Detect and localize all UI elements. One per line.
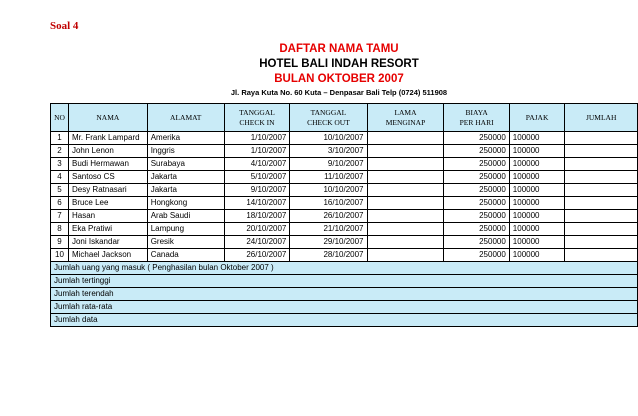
cell-no: 7 xyxy=(51,210,69,223)
cell-pajak: 100000 xyxy=(509,184,565,197)
cell-alamat: Inggris xyxy=(147,145,224,158)
summary-row xyxy=(51,314,638,327)
cell-nama: Bruce Lee xyxy=(68,197,147,210)
cell-no: 5 xyxy=(51,184,69,197)
cell-lama xyxy=(367,197,444,210)
cell-nama: John Lenon xyxy=(68,145,147,158)
cell-biaya: 250000 xyxy=(444,197,509,210)
cell-pajak: 100000 xyxy=(509,236,565,249)
cell-jumlah xyxy=(565,171,638,184)
header-biaya: BIAYA PER HARI xyxy=(444,104,509,132)
hotel-address: Jl. Raya Kuta No. 60 Kuta – Denpasar Bali Telp (0724) 511908 xyxy=(230,88,448,97)
cell-biaya: 250000 xyxy=(444,171,509,184)
document-title: DAFTAR NAMA TAMU xyxy=(279,43,399,55)
table-row xyxy=(51,249,638,262)
cell-jumlah xyxy=(565,236,638,249)
cell-checkin: 26/10/2007 xyxy=(224,249,290,262)
cell-nama: Joni Iskandar xyxy=(68,236,147,249)
header-lama: LAMA MENGINAP xyxy=(367,104,444,132)
cell-pajak: 100000 xyxy=(509,132,565,145)
cell-checkout: 26/10/2007 xyxy=(290,210,367,223)
cell-pajak: 100000 xyxy=(509,210,565,223)
table-row xyxy=(51,171,638,184)
cell-alamat: Arab Saudi xyxy=(147,210,224,223)
cell-jumlah xyxy=(565,184,638,197)
table-row xyxy=(51,223,638,236)
cell-nama: Desy Ratnasari xyxy=(68,184,147,197)
cell-checkout: 10/10/2007 xyxy=(290,184,367,197)
cell-no: 10 xyxy=(51,249,69,262)
table-row xyxy=(51,184,638,197)
header-checkin: TANGGAL CHECK IN xyxy=(224,104,290,132)
cell-alamat: Hongkong xyxy=(147,197,224,210)
cell-biaya: 250000 xyxy=(444,145,509,158)
summary-average: Jumlah rata-rata xyxy=(51,301,638,314)
cell-pajak: 100000 xyxy=(509,171,565,184)
cell-nama: Michael Jackson xyxy=(68,249,147,262)
cell-alamat: Lampung xyxy=(147,223,224,236)
summary-row xyxy=(51,288,638,301)
cell-biaya: 250000 xyxy=(444,223,509,236)
summary-lowest: Jumlah terendah xyxy=(51,288,638,301)
table-row xyxy=(51,132,638,145)
cell-jumlah xyxy=(565,249,638,262)
summary-total-income: Jumlah uang yang masuk ( Penghasilan bulan Oktober 2007 ) xyxy=(51,262,638,275)
cell-pajak: 100000 xyxy=(509,158,565,171)
cell-biaya: 250000 xyxy=(444,249,509,262)
cell-nama: Hasan xyxy=(68,210,147,223)
cell-checkin: 1/10/2007 xyxy=(224,145,290,158)
cell-biaya: 250000 xyxy=(444,184,509,197)
cell-nama: Santoso CS xyxy=(68,171,147,184)
cell-pajak: 100000 xyxy=(509,197,565,210)
header-alamat: ALAMAT xyxy=(147,104,224,132)
cell-checkin: 9/10/2007 xyxy=(224,184,290,197)
cell-jumlah xyxy=(565,158,638,171)
cell-jumlah xyxy=(565,132,638,145)
cell-pajak: 100000 xyxy=(509,145,565,158)
cell-jumlah xyxy=(565,145,638,158)
cell-pajak: 100000 xyxy=(509,249,565,262)
cell-alamat: Amerika xyxy=(147,132,224,145)
cell-checkin: 1/10/2007 xyxy=(224,132,290,145)
cell-lama xyxy=(367,184,444,197)
cell-nama: Eka Pratiwi xyxy=(68,223,147,236)
header-jumlah: JUMLAH xyxy=(565,104,638,132)
cell-no: 2 xyxy=(51,145,69,158)
cell-checkin: 14/10/2007 xyxy=(224,197,290,210)
summary-row xyxy=(51,301,638,314)
cell-no: 8 xyxy=(51,223,69,236)
table-row xyxy=(51,210,638,223)
header-pajak: PAJAK xyxy=(509,104,565,132)
cell-biaya: 250000 xyxy=(444,158,509,171)
table-row xyxy=(51,158,638,171)
cell-pajak: 100000 xyxy=(509,223,565,236)
cell-no: 4 xyxy=(51,171,69,184)
cell-no: 1 xyxy=(51,132,69,145)
report-month: BULAN OKTOBER 2007 xyxy=(274,73,404,85)
cell-checkout: 11/10/2007 xyxy=(290,171,367,184)
table-row xyxy=(51,197,638,210)
cell-checkin: 24/10/2007 xyxy=(224,236,290,249)
cell-jumlah xyxy=(565,197,638,210)
cell-alamat: Jakarta xyxy=(147,184,224,197)
cell-lama xyxy=(367,171,444,184)
table-row xyxy=(51,236,638,249)
cell-alamat: Gresik xyxy=(147,236,224,249)
cell-lama xyxy=(367,145,444,158)
cell-lama xyxy=(367,132,444,145)
guest-table xyxy=(50,103,638,327)
table-header-row xyxy=(51,104,638,132)
cell-biaya: 250000 xyxy=(444,236,509,249)
cell-checkout: 21/10/2007 xyxy=(290,223,367,236)
cell-no: 3 xyxy=(51,158,69,171)
cell-alamat: Surabaya xyxy=(147,158,224,171)
cell-no: 9 xyxy=(51,236,69,249)
cell-checkout: 9/10/2007 xyxy=(290,158,367,171)
cell-checkin: 4/10/2007 xyxy=(224,158,290,171)
cell-alamat: Jakarta xyxy=(147,171,224,184)
summary-highest: Jumlah tertinggi xyxy=(51,275,638,288)
summary-row xyxy=(51,262,638,275)
cell-lama xyxy=(367,158,444,171)
cell-checkout: 3/10/2007 xyxy=(290,145,367,158)
cell-no: 6 xyxy=(51,197,69,210)
cell-biaya: 250000 xyxy=(444,210,509,223)
soal-label: Soal 4 xyxy=(50,20,79,32)
cell-jumlah xyxy=(565,210,638,223)
cell-lama xyxy=(367,249,444,262)
header-nama: NAMA xyxy=(68,104,147,132)
table-row xyxy=(51,145,638,158)
cell-alamat: Canada xyxy=(147,249,224,262)
summary-count: Jumlah data xyxy=(51,314,638,327)
cell-jumlah xyxy=(565,223,638,236)
cell-checkout: 10/10/2007 xyxy=(290,132,367,145)
cell-nama: Mr. Frank Lampard xyxy=(68,132,147,145)
cell-lama xyxy=(367,210,444,223)
cell-checkin: 18/10/2007 xyxy=(224,210,290,223)
cell-lama xyxy=(367,223,444,236)
cell-checkout: 16/10/2007 xyxy=(290,197,367,210)
header-checkout: TANGGAL CHECK OUT xyxy=(290,104,367,132)
cell-nama: Budi Hermawan xyxy=(68,158,147,171)
cell-biaya: 250000 xyxy=(444,132,509,145)
header-no: NO xyxy=(51,104,69,132)
cell-checkin: 5/10/2007 xyxy=(224,171,290,184)
cell-lama xyxy=(367,236,444,249)
cell-checkin: 20/10/2007 xyxy=(224,223,290,236)
summary-row xyxy=(51,275,638,288)
cell-checkout: 29/10/2007 xyxy=(290,236,367,249)
hotel-name: HOTEL BALI INDAH RESORT xyxy=(259,58,419,70)
cell-checkout: 28/10/2007 xyxy=(290,249,367,262)
